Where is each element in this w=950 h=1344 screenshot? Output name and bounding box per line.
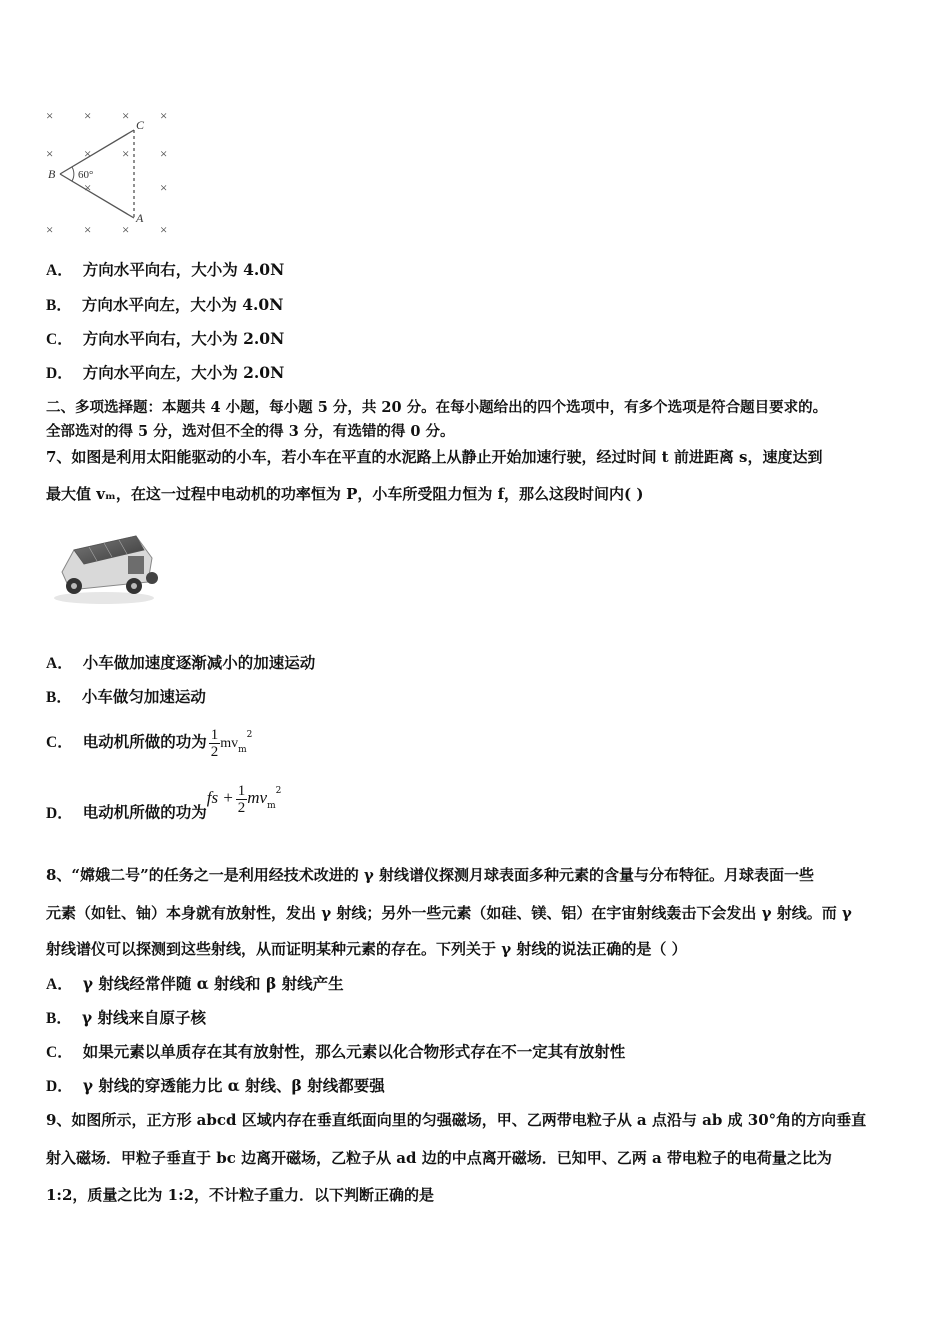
option-letter: D．	[46, 804, 73, 822]
formula-c-sup: 2	[246, 730, 253, 740]
option-text: γ 射线来自原子核	[81, 1008, 206, 1027]
triangle-side-ba	[60, 174, 134, 218]
formula-d-sup: 2	[275, 786, 282, 796]
field-crosses	[46, 108, 167, 237]
option-letter: C．	[46, 1044, 73, 1061]
cross-mark: ×	[122, 222, 130, 237]
wheel	[146, 572, 158, 584]
q8-option-d[interactable]	[46, 1076, 385, 1097]
section2-heading-line2: 全部选对的得 5 分，选对但不全的得 3 分，有选错的得 0 分。	[46, 423, 455, 440]
cross-mark: ×	[122, 146, 130, 161]
option-letter: B．	[46, 297, 72, 314]
q7-option-a[interactable]	[46, 653, 315, 674]
label-c: C	[136, 118, 145, 132]
cross-mark: ×	[160, 146, 168, 161]
formula-c-mv: mv	[220, 736, 239, 751]
q7-stem-line1: 7、如图是利用太阳能驱动的小车，若小车在平直的水泥路上从静止开始加速行驶，经过时间 t 前进距离 s，速度达到	[46, 448, 823, 466]
cross-mark: ×	[160, 180, 168, 195]
cross-mark: ×	[84, 108, 92, 123]
label-a: A	[136, 211, 144, 225]
q7-option-c[interactable]	[46, 722, 252, 765]
cross-mark: ×	[122, 108, 130, 123]
q9-stem-line2: 射入磁场．甲粒子垂直于 bc 边离开磁场，乙粒子从 ad 边的中点离开磁场．已知甲、乙两 a 带电粒子的电荷量之比为	[46, 1149, 832, 1167]
cross-mark: ×	[84, 222, 92, 237]
magnetic-field-triangle-figure	[38, 100, 188, 240]
q6-option-c[interactable]	[46, 329, 284, 350]
q8-option-b[interactable]	[46, 1008, 206, 1029]
formula-c-fraction: $\frac{1}{2}$	[210, 726, 219, 760]
option-letter: A．	[46, 976, 73, 993]
cross-mark: ×	[46, 108, 54, 123]
formula-d-fraction: $\frac{1}{2}$	[237, 782, 246, 816]
q9-stem-line1: 9、如图所示，正方形 abcd 区域内存在垂直纸面向里的匀强磁场，甲、乙两带电粒子从 a 点沿与 ab 成 30°角的方向垂直	[46, 1111, 867, 1129]
option-text: γ 射线经常伴随 α 射线和 β 射线产生	[82, 974, 344, 993]
formula-c-sub: m	[238, 745, 247, 755]
option-text: 如果元素以单质存在其有放射性，那么元素以化合物形式存在不一定其有放射性	[82, 1042, 626, 1061]
formula-d-lead: fs +	[206, 788, 234, 807]
option-text: 小车做加速度逐渐减小的加速运动	[82, 653, 316, 672]
option-text: 小车做匀加速运动	[81, 687, 206, 706]
option-letter: B．	[46, 689, 72, 706]
q6-option-b[interactable]	[46, 295, 283, 316]
option-letter: A．	[46, 655, 73, 672]
cross-mark: ×	[160, 108, 168, 123]
formula-d-mv: mv	[247, 788, 268, 807]
option-letter: C．	[46, 331, 73, 348]
option-text: 方向水平向左，大小为 2.0N	[82, 363, 285, 382]
option-text: 方向水平向右，大小为 2.0N	[82, 329, 285, 348]
q7-option-b[interactable]	[46, 687, 206, 708]
solar-car-image	[44, 520, 164, 610]
option-letter: D．	[46, 1078, 73, 1095]
option-text: 电动机所做的功为	[82, 802, 207, 822]
option-letter: A．	[46, 262, 73, 279]
option-text: 方向水平向左，大小为 4.0N	[81, 295, 284, 314]
section2-heading-line1: 二、多项选择题：本题共 4 小题，每小题 5 分，共 20 分。在每小题给出的四个选项中，有多个选项是符合题目要求的。	[46, 399, 828, 416]
cross-mark: ×	[84, 146, 92, 161]
q7-stem-line2: 最大值 vₘ，在这一过程中电动机的功率恒为 P，小车所受阻力恒为 f，那么这段时间内( )	[46, 485, 644, 503]
option-letter: B．	[46, 1010, 72, 1027]
option-text: γ 射线的穿透能力比 α 射线、β 射线都要强	[82, 1076, 385, 1095]
q8-stem-line1: 8、“嫦娥二号”的任务之一是利用经技术改进的 γ 射线谱仪探测月球表面多种元素的含量与分布特征。月球表面一些	[46, 866, 815, 884]
cross-mark: ×	[46, 222, 54, 237]
q8-option-c[interactable]	[46, 1042, 625, 1063]
q6-option-d[interactable]	[46, 363, 284, 384]
cross-mark: ×	[160, 222, 168, 237]
q9-stem-line3: 1:2，质量之比为 1:2，不计粒子重力．以下判断正确的是	[46, 1186, 435, 1204]
option-text: 电动机所做的功为	[82, 732, 207, 751]
cross-mark: ×	[84, 180, 92, 195]
q7-option-d[interactable]	[46, 782, 282, 837]
angle-arc	[72, 167, 74, 181]
formula-d-sub: m	[267, 801, 276, 811]
q8-stem-line3: 射线谱仪可以探测到这些射线，从而证明某种元素的存在。下列关于 γ 射线的说法正确的是（ ）	[46, 940, 687, 958]
option-letter: D．	[46, 365, 73, 382]
car-shadow	[54, 592, 154, 604]
label-b: B	[48, 167, 56, 181]
cross-mark: ×	[46, 146, 54, 161]
q8-option-a[interactable]	[46, 974, 344, 995]
q6-option-a[interactable]	[46, 260, 284, 281]
option-text: 方向水平向右，大小为 4.0N	[82, 260, 285, 279]
angle-label: 60°	[78, 169, 94, 181]
q8-stem-line2: 元素（如钍、铀）本身就有放射性，发出 γ 射线；另外一些元素（如硅、镁、铝）在宇宙射线轰击下会发出 γ 射线。而 γ	[46, 904, 852, 922]
option-letter: C．	[46, 734, 73, 751]
car-side-panel	[128, 556, 144, 574]
